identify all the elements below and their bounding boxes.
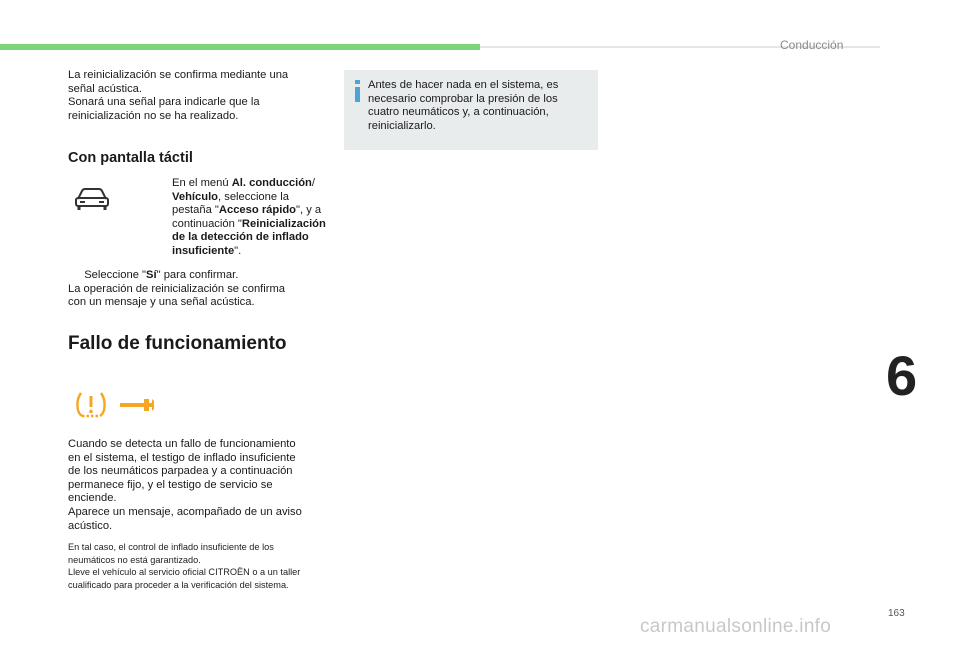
intro-line: reinicialización no se ha realizado. xyxy=(68,109,239,122)
malfunction-section-title: Fallo de funcionamiento xyxy=(68,333,287,354)
header-accent-bar xyxy=(0,44,480,50)
info-icon xyxy=(351,80,365,102)
malfunction-note: En tal caso, el control de inflado insuficiente de los neumáticos no está garantizado. Lleve el vehículo al servicio oficial CITROËN o a un taller cualificado para proceder a la verificación del sistema. xyxy=(68,542,301,590)
page-number: 163 xyxy=(888,608,905,619)
chapter-number: 6 xyxy=(886,344,918,407)
intro-line: Sonará una señal para indicarle que la xyxy=(68,96,260,109)
wrench-service-icon xyxy=(118,396,156,414)
watermark: carmanualsonline.info xyxy=(640,616,832,637)
chapter-title: Conducción xyxy=(780,38,844,52)
info-box-text: Antes de hacer nada en el sistema, es necesario comprobar la presión de los cuatro neumáticos y, a continuación, reinicializarlo. xyxy=(368,79,559,132)
touch-section-title: Con pantalla táctil xyxy=(68,150,193,166)
intro-line: señal acústica. xyxy=(68,82,143,95)
step2-instruction: Seleccione "Sí" para confirmar. La operación de reinicialización se confirma con un mensaje y una señal acústica. xyxy=(68,269,286,309)
intro-paragraph xyxy=(68,69,328,123)
car-icon xyxy=(74,187,110,211)
intro-line: La reinicialización se confirma mediante una xyxy=(68,69,289,81)
malfunction-paragraph: Cuando se detecta un fallo de funcionamiento en el sistema, el testigo de inflado insuficiente de los neumáticos parpadea y a continuación permanece fijo, y el testigo de servicio se enciende. Aparece un mensaje, acompañado de un aviso acústico. xyxy=(68,438,302,532)
tyre-pressure-warning-icon xyxy=(74,390,108,420)
step1-instruction: En el menú Al. conducción/ Vehículo, seleccione la pestaña "Acceso rápido", y a continuación "Reinicialización de la detección de inflado insuficiente". xyxy=(172,177,326,257)
